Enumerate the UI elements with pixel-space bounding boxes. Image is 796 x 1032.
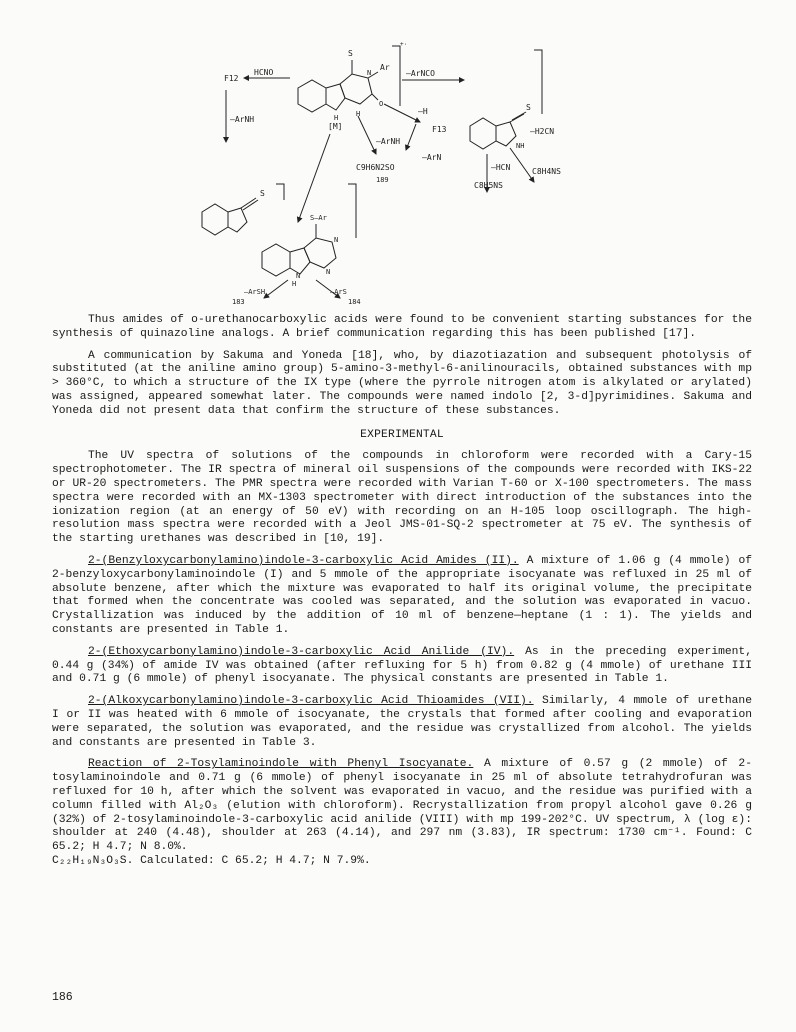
paragraph-7-title: Reaction of 2-Tosylaminoindole with Phenyl Isocyanate. <box>88 758 474 771</box>
paragraph-7 <box>52 758 752 855</box>
scheme-s-top: S <box>348 49 353 58</box>
scheme-m: [M] <box>328 122 343 131</box>
scheme-arnh-left: —ArNH <box>230 115 255 124</box>
scheme-s-ar: S—Ar <box>310 214 327 222</box>
scheme-hcn: —HCN <box>491 163 511 172</box>
scheme-h-bottom: H <box>292 280 297 288</box>
paragraph-7-formula: C₂₂H₁₉N₃O₃S. Calculated: C 65.2; H 4.7; N 7.9%. <box>52 854 371 867</box>
paragraph-6-title: 2-(Alkoxycarbonylamino)indole-3-carboxylic Acid Thioamides (VII). <box>88 695 534 708</box>
paragraph-4 <box>52 555 752 638</box>
paragraph-5-body: As in the preceding experiment, 0.44 g (34%) of amide IV was obtained (after refluxing for 5 h) from 0.82 g (4 mmole) of urethane III and 0.71 g (6 mmole) of phenyl isocyanate. The physical constants are presented in Table 1. <box>52 645 752 686</box>
section-heading: EXPERIMENTAL <box>360 428 444 441</box>
scheme-n-top: N <box>367 69 372 77</box>
scheme-s-left: S <box>260 189 265 198</box>
scheme-pyrrole-right <box>496 122 516 146</box>
scheme-pyrimidine-top <box>340 74 372 104</box>
scheme-nh-right: NH <box>516 142 525 150</box>
scheme-n-indole-bottom: N <box>296 272 301 280</box>
scheme-h-minus: —H <box>418 107 428 116</box>
scheme-benzene-right <box>470 118 496 149</box>
scheme-o: O <box>379 100 384 108</box>
scheme-f12: F12 <box>224 74 239 83</box>
paragraph-2: A communication by Sakuma and Yoneda [18], who, by diazotiazation and subsequent photolysis of substituted (at the aniline amino group) 5-amino-3-methyl-6-anilinouracils, obtained substances with mp > 360°C, to which a structure of the IX type (where the pyrrole nitrogen atom is alkylated or arylated) was assigned, appeared somewhat later. The compounds were named indolo [2, 3-d]pyrimidines. Sakuma and Yoneda did not present data that confirm the structure of these substances. <box>52 349 752 417</box>
body-text <box>52 314 752 877</box>
scheme-hcno: HCNO <box>254 68 274 77</box>
scheme-formula-189: C9H6N2SO <box>356 163 395 172</box>
page-number: 186 <box>52 991 73 1004</box>
scheme-arn: —ArN <box>422 153 442 162</box>
scheme-c8h5ns: C8H5NS <box>474 181 503 190</box>
scheme-h-left: H <box>334 114 339 122</box>
paragraph-6-body: Similarly, 4 mmole of urethane I or II was heated with 6 mmole of isocyanate, the crystals that formed after cooling and evaporation were separated, the solution was evaporated, and the residue was crystallized from alcohol. The yields and constants are presented in Table 3. <box>52 695 752 749</box>
scheme-num-184: 184 <box>348 298 361 304</box>
scheme-f13: F13 <box>432 125 447 134</box>
scheme-charge: +· <box>400 41 408 48</box>
scheme-arnh-mid: —ArNH <box>376 137 401 146</box>
scheme-n2: N <box>326 268 331 276</box>
scheme-num-189: 189 <box>376 176 389 184</box>
scheme-h-right: H <box>356 110 361 118</box>
scheme-arsh: —ArSH <box>244 288 266 296</box>
scheme-h2cn: —H2CN <box>530 127 555 136</box>
mass-fragmentation-scheme <box>180 36 600 304</box>
scheme-s-right: S <box>526 103 531 112</box>
scheme-n1: N <box>334 236 339 244</box>
paragraph-5 <box>52 646 752 687</box>
paragraph-4-title: 2-(Benzyloxycarbonylamino)indole-3-carboxylic Acid Amides (II). <box>88 554 519 567</box>
scheme-pyrrole-bottom <box>290 248 310 274</box>
scheme-benzene-top <box>298 80 326 112</box>
scheme-arnco: —ArNCO <box>406 69 435 78</box>
paragraph-6 <box>52 695 752 750</box>
paragraph-1: Thus amides of o-urethanocarboxylic acids were found to be convenient starting substances for the synthesis of quinazoline analogs. A brief communication regarding this has been published [17]. <box>52 314 752 340</box>
paragraph-3: The UV spectra of solutions of the compounds in chloroform were recorded with a Cary-15 spectrophotometer. The IR spectra of mineral oil suspensions of the compounds were recorded with IKS-22 or UR-20 spectrometers. The PMR spectra were recorded with Varian T-60 or X-100 spectrometers. The mass spectra were recorded with an MX-1303 spectrometer with direct introduction of the substances into the ionization region (at an energy of 50 eV) with recording on an H-105 loop oscillograph. The high-resolution mass spectra were recorded with a Jeol JMS-01-SQ-2 spectrometer at 75 eV. The synthesis of the starting urethanes was described in [10, 19]. <box>52 450 752 546</box>
paragraph-4-body: A mixture of 1.06 g (4 mmole) of 2-benzyloxycarbonylaminoindole (I) and 5 mmole of the appropriate isocyanate was refluxed in 25 ml of absolute benzene, after which the mixture was evaporated to half its original volume, the precipitate that formed when the concentrate was cooled was separated, and the solution was evaporated in vacuo. Crystallization was induced by the addition of 10 ml of benzene—heptane (1 : 1). The yields and constants are presented in Table 1. <box>52 554 753 636</box>
paragraph-7-body: A mixture of 0.57 g (2 mmole) of 2-tosylaminoindole and 0.71 g (6 mmole) of phenyl isocyanate in 25 ml of absolute tetrahydrofuran was refluxed for 10 h, after which the solvent was evaporated in vacuo, and the residue was purified with a column filled with Al₂O₃ (elution with chloroform). Recrystallization from propyl alcohol gave 0.26 g (32%) of 2-tosylaminoindole-3-carboxylic acid anilide (VIII) with mp 199-202°C. UV spectrum, λ (log ε): shoulder at 240 (4.48), shoulder at 263 (4.14), and 297 nm (3.83), IR spectrum: 1730 cm⁻¹. Found: C 65.2; H 4.7; N 8.0%. <box>52 758 752 854</box>
scheme-ar-top: Ar <box>380 63 390 72</box>
scheme-num-183: 183 <box>232 298 245 304</box>
scheme-ars: —ArS <box>330 288 347 296</box>
paragraph-5-title: 2-(Ethoxycarbonylamino)indole-3-carboxylic Acid Anilide (IV). <box>88 645 515 658</box>
scheme-c8h4ns: C8H4NS <box>532 167 561 176</box>
scheme-benzene-bottom <box>262 244 290 276</box>
scheme-pyrrole-left <box>228 208 247 232</box>
scheme-benzene-left <box>202 204 228 235</box>
scheme-pyrrole-top <box>326 84 345 110</box>
